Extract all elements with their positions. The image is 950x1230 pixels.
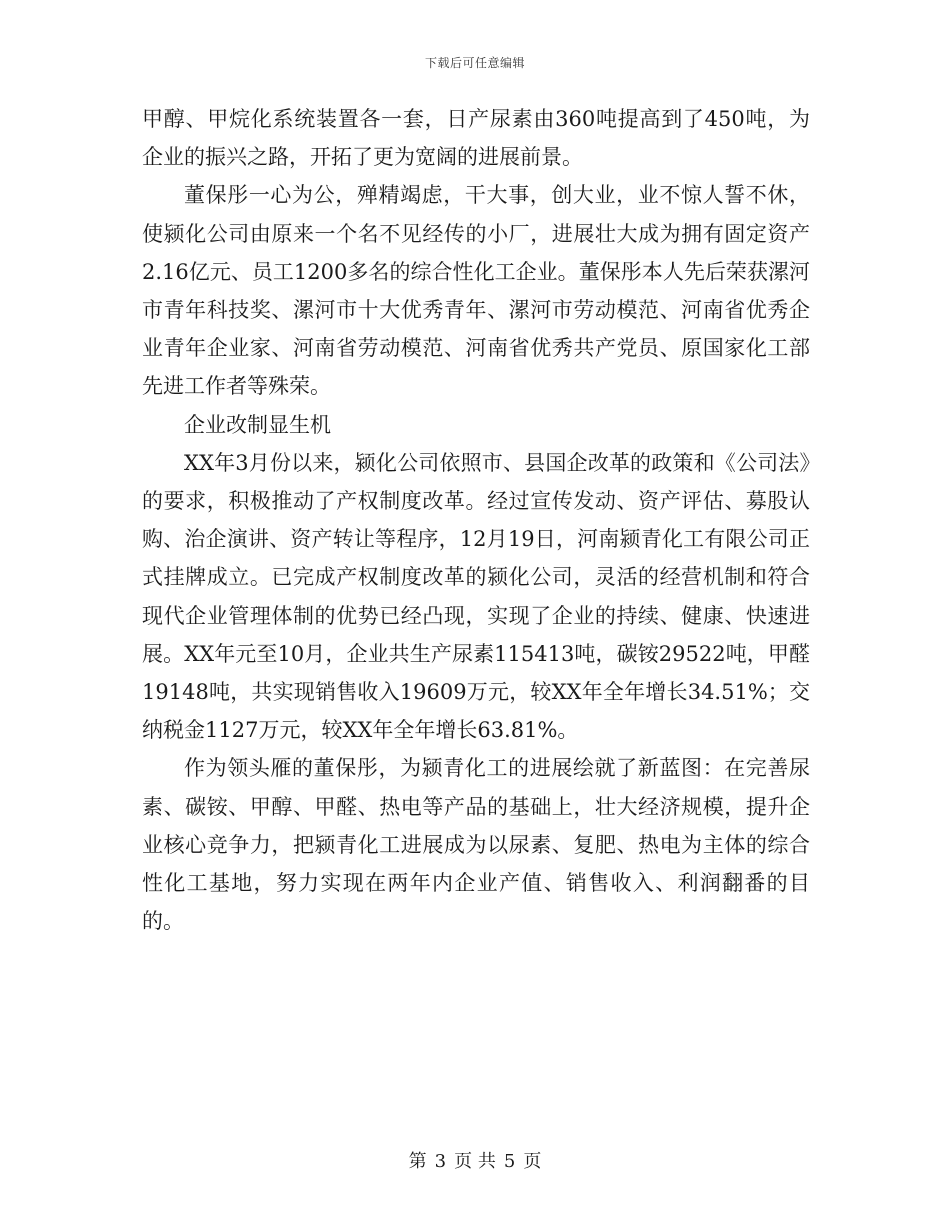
total-pages-number: 5 bbox=[503, 1151, 516, 1172]
page-footer bbox=[0, 1147, 950, 1173]
page-header: 下载后可任意编辑 bbox=[424, 56, 525, 70]
footer-middle: 页 共 bbox=[454, 1151, 496, 1172]
document-body bbox=[142, 100, 810, 940]
paragraph-continuation: 甲醇、甲烷化系统装置各一套，日产尿素由360吨提高到了450吨，为企业的振兴之路，开拓了更为宽阔的进展前景。 bbox=[142, 107, 810, 170]
section-heading: 企业改制显生机 bbox=[184, 412, 331, 437]
paragraph-achievements: 董保彤一心为公，殚精竭虑，干大事，创大业，业不惊人誓不休，使颍化公司由原来一个名不见经传的小厂，进展壮大成为拥有固定资产2.16亿元、员工1200多名的综合性化工企业。董保彤本人先后荣获漯河市青年科技奖、漯河市十大优秀青年、漯河市劳动模范、河南省优秀企业青年企业家、河南省劳动模范、河南省优秀共产党员、原国家化工部先进工作者等殊荣。 bbox=[142, 183, 810, 399]
current-page-number: 3 bbox=[434, 1151, 447, 1172]
paragraph-reform: XX年3月份以来，颍化公司依照市、县国企改革的政策和《公司法》的要求，积极推动了产权制度改革。经过宣传发动、资产评估、募股认购、治企演讲、资产转让等程序，12月19日，河南颍青化工有限公司正式挂牌成立。已完成产权制度改革的颍化公司，灵活的经营机制和符合现代企业管理体制的优势已经凸现，实现了企业的持续、健康、快速进展。XX年元至10月，企业共生产尿素115413吨，碳铵29522吨，甲醛19148吨，共实现销售收入19609万元，较XX年全年增长34.51%；交纳税金1127万元，较XX年全年增长63.81%。 bbox=[142, 450, 810, 743]
footer-prefix: 第 bbox=[408, 1151, 427, 1172]
paragraph-blueprint: 作为领头雁的董保彤，为颍青化工的进展绘就了新蓝图：在完善尿素、碳铵、甲醇、甲醛、热电等产品的基础上，壮大经济规模，提升企业核心竞争力，把颍青化工进展成为以尿素、复肥、热电为主体的综合性化工基地，努力实现在两年内企业产值、销售收入、利润翻番的目的。 bbox=[142, 756, 810, 934]
footer-suffix: 页 bbox=[523, 1151, 542, 1172]
